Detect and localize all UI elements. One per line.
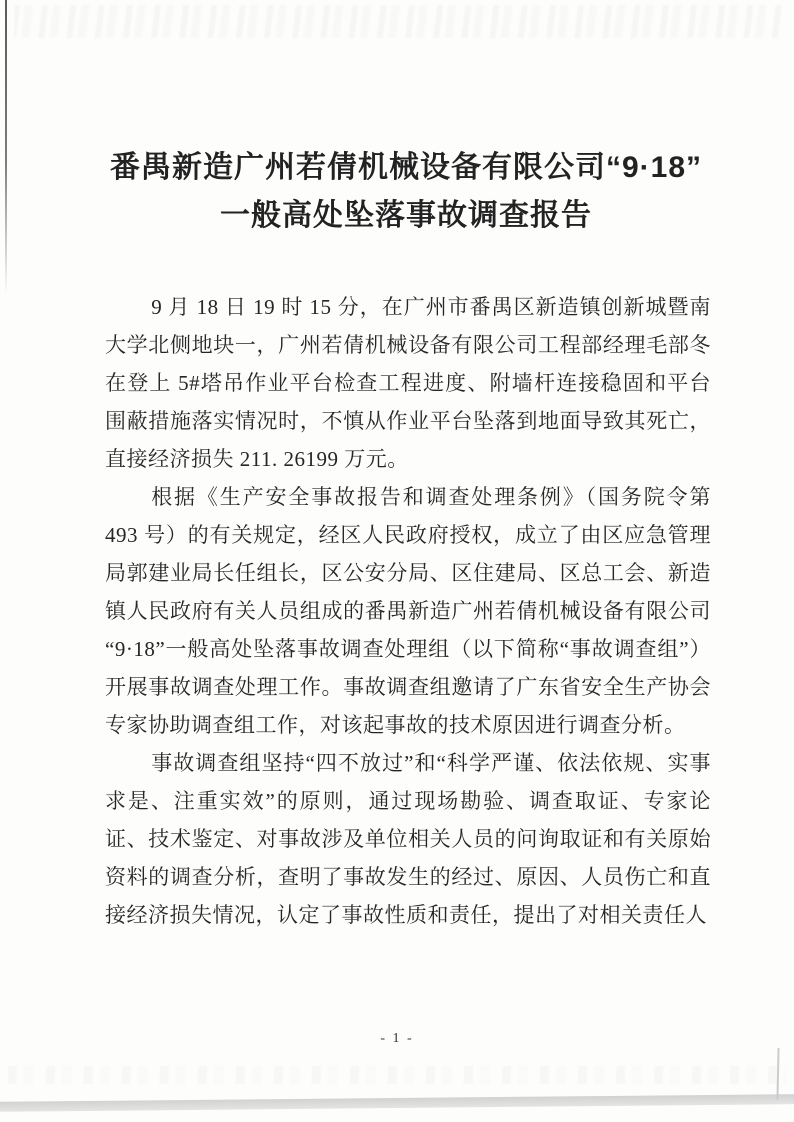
document-body (105, 288, 711, 934)
scan-noise-top (14, 5, 782, 38)
page-number: - 1 - (380, 1031, 414, 1046)
paragraph-investigation-principles: 事故调查组坚持“四不放过”和“科学严谨、依法依规、实事求是、注重实效”的原则，通过现场勘验、调查取证、专家论证、技术鉴定、对事故涉及单位相关人员的问询取证和有关原始资料的调查分析，查明了事故发生的经过、原因、人员伤亡和直接经济损失情况，认定了事故性质和责任，提出了对相关责任人 (105, 751, 711, 927)
paragraph-incident-summary: 9 月 18 日 19 时 15 分，在广州市番禺区新造镇创新城暨南大学北侧地块一，广州若倩机械设备有限公司工程部经理毛部冬在登上 5#塔吊作业平台检查工程进度、附墙杆连接稳固和平台围蔽措施落实情况时，不慎从作业平台坠落到地面导致其死亡，直接经济损失 211. 26199 万元。 (105, 295, 711, 471)
scan-edge-line-left (5, 0, 7, 295)
document-title-line1: 番禺新造广州若倩机械设备有限公司“9·18” (109, 151, 703, 184)
document-title (100, 144, 712, 240)
scan-edge-band-bottom (0, 1094, 794, 1112)
scan-noise-bottom (8, 1066, 786, 1084)
document-title-line2: 一般高处坠落事故调查报告 (220, 199, 592, 232)
paragraph-investigation-team: 根据《生产安全事故报告和调查处理条例》（国务院令第 493 号）的有关规定，经区人民政府授权，成立了由区应急管理局郭建业局长任组长，区公安分局、区住建局、区总工会、新造镇人民政府有关人员组成的番禺新造广州若倩机械设备有限公司“9·18”一般高处坠落事故调查处理组（以下简称“事故调查组”）开展事故调查处理工作。事故调查组邀请了广东省安全生产协会专家协助调查组工作，对该起事故的技术原因进行调查分析。 (105, 485, 711, 737)
